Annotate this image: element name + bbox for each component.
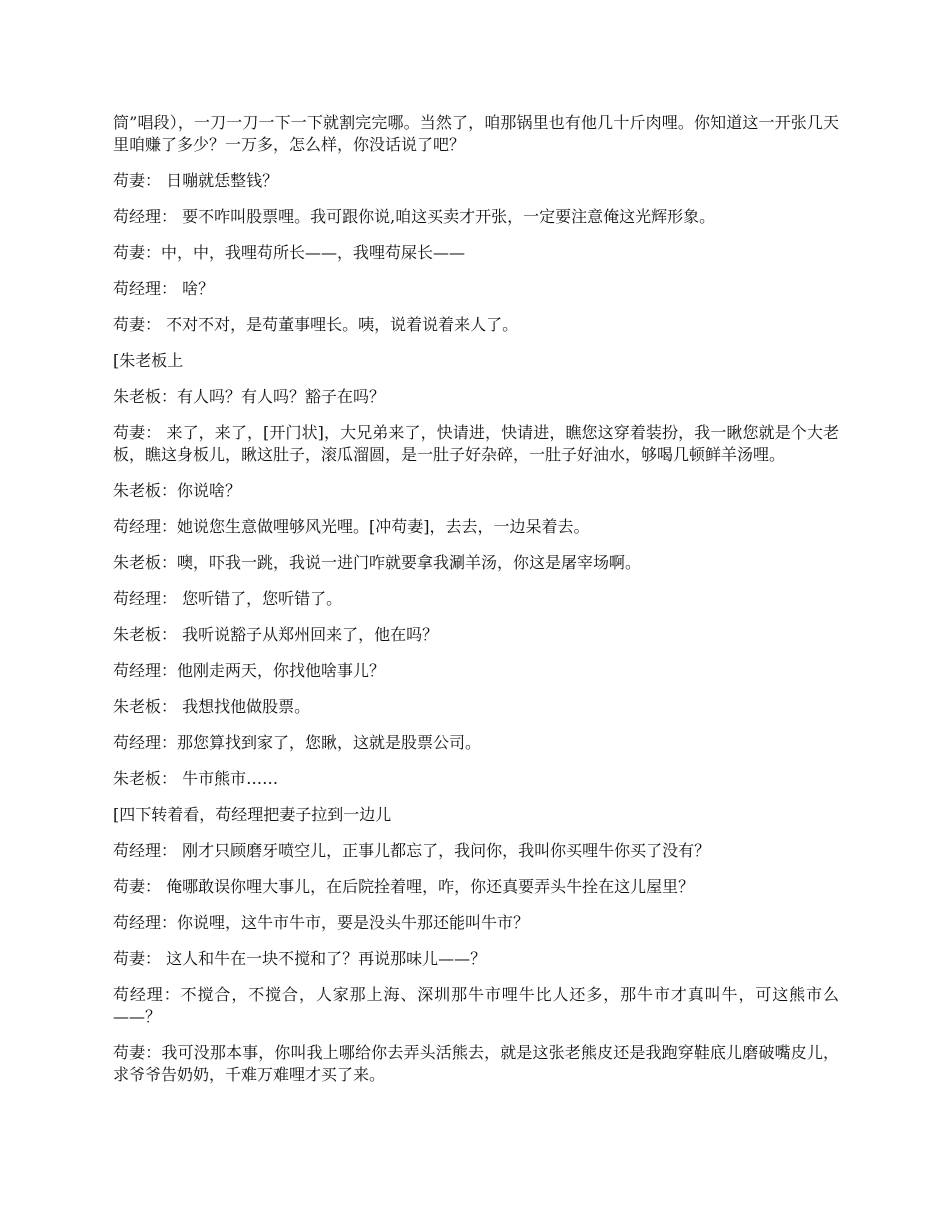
paragraph: 苟妻： 这人和牛在一块不搅和了？再说那味儿——？ [113, 949, 487, 968]
stage-direction: [四下转着看，苟经理把妻子拉到一边儿 [113, 805, 392, 824]
paragraph: 朱老板：有人吗？有人吗？豁子在吗？ [113, 387, 386, 406]
paragraph: 苟妻： 不对不对，是苟董事哩长。咦，说着说着来人了。 [113, 315, 519, 334]
paragraph: 苟妻：我可没那本事，你叫我上哪给你去弄头活熊去，就是这张老熊皮还是我跑穿鞋底儿磨破嘴皮儿，求爷爷告奶奶，千难万难哩才买了来。 [113, 1043, 839, 1084]
paragraph: 筒”唱段），一刀一刀一下一下就割完完哪。当然了，咱那锅里也有他几十斤肉哩。你知道这一开张几天里咱赚了多少？一万多，怎么样，你没话说了吧？ [113, 113, 839, 154]
paragraph: 苟经理：那您算找到家了，您瞅，这就是股票公司。 [113, 733, 482, 752]
paragraph: 苟妻： 俺哪敢误你哩大事儿，在后院拴着哩，咋，你还真要弄头牛拴在这儿屋里？ [113, 877, 695, 896]
paragraph: 苟经理：你说哩，这牛市牛市，要是没头牛那还能叫牛市？ [113, 913, 530, 932]
paragraph: 朱老板：你说啥？ [113, 481, 242, 500]
paragraph: 朱老板： 我想找他做股票。 [113, 697, 311, 716]
paragraph: 苟经理： 要不咋叫股票哩。我可跟你说,咱这买卖才开张，一定要注意俺这光辉形象。 [113, 207, 716, 226]
paragraph: 朱老板： 牛市熊市…… [113, 769, 279, 788]
paragraph: 苟妻： 日嘣就恁整钱？ [113, 171, 279, 190]
paragraph: 苟经理：不搅合，不搅合，人家那上海、深圳那牛市哩牛比人还多，那牛市才真叫牛，可这熊市么——？ [113, 985, 839, 1026]
paragraph: 苟经理： 啥？ [113, 279, 215, 298]
paragraph: 苟经理：他刚走两天，你找他啥事儿？ [113, 661, 386, 680]
paragraph: 苟妻：中，中，我哩苟所长——，我哩苟屎长—— [113, 243, 466, 262]
paragraph: 朱老板：噢，吓我一跳，我说一进门咋就要拿我涮羊汤，你这是屠宰场啊。 [113, 553, 642, 572]
paragraph: 苟妻： 来了，来了，[开门状]，大兄弟来了，快请进，快请进，瞧您这穿着装扮，我一瞅您就是个大老板，瞧这身板儿，瞅这肚子，滚瓜溜圆，是一肚子好杂碎，一肚子好油水，够喝几顿鲜羊汤哩。 [113, 423, 839, 464]
document-page [113, 112, 839, 1100]
paragraph: 苟经理： 您听错了，您听错了。 [113, 589, 343, 608]
paragraph: 朱老板： 我听说豁子从郑州回来了，他在吗？ [113, 625, 439, 644]
paragraph: 苟经理： 刚才只顾磨牙喷空儿，正事儿都忘了，我问你，我叫你买哩牛你买了没有？ [113, 841, 711, 860]
paragraph: 苟经理：她说您生意做哩够风光哩。[冲苟妻]，去去，一边呆着去。 [113, 517, 590, 536]
stage-direction: [朱老板上 [113, 351, 184, 370]
